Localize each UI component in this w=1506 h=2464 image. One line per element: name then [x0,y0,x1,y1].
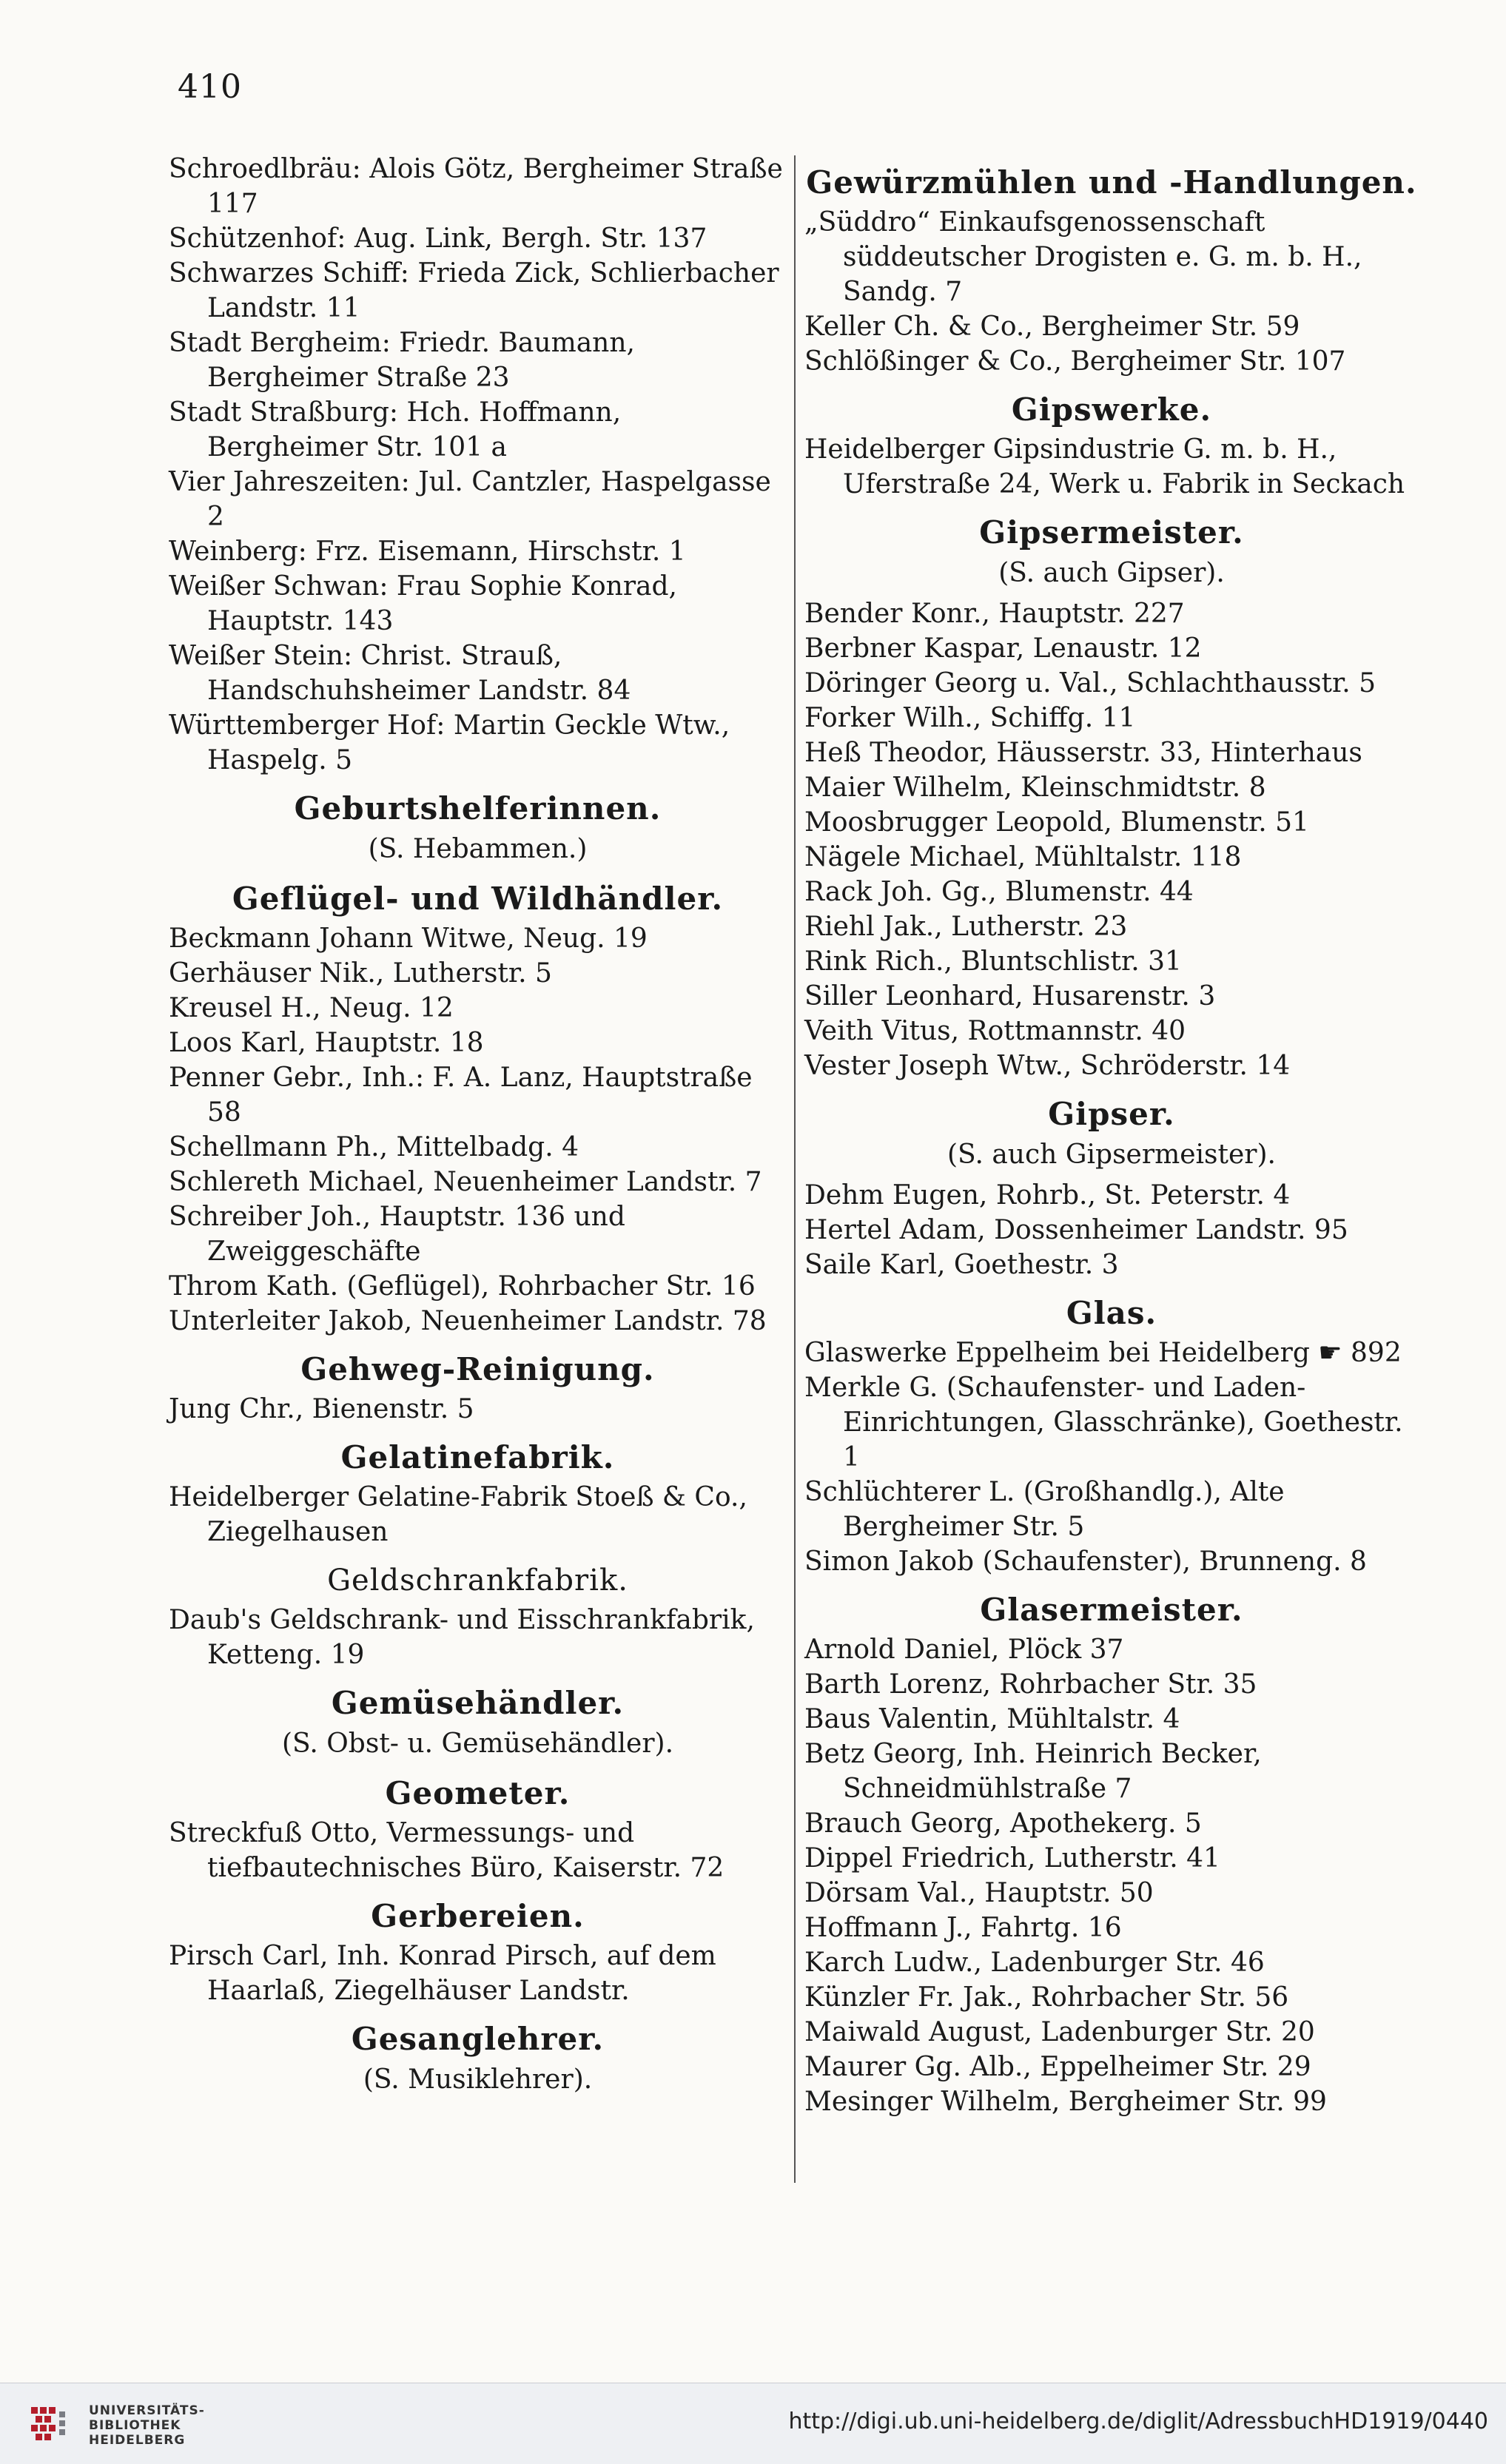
directory-entry: Bender Konr., Hauptstr. 227 [804,599,1185,629]
directory-entry: Maurer Gg. Alb., Eppelheimer Str. 29 [804,2052,1311,2082]
section-heading: Gesanglehrer. [351,2021,605,2057]
cross-reference-note: (S. Hebammen.) [368,834,588,864]
directory-entry: Loos Karl, Hauptstr. 18 [169,1028,484,1058]
directory-entry: Simon Jakob (Schaufenster), Brunneng. 8 [804,1546,1367,1577]
directory-entry: Siller Leonhard, Husarenstr. 3 [804,981,1216,1011]
directory-entry: Vier Jahreszeiten: Jul. Cantzler, Haspelgasse 2 [169,467,771,532]
directory-entry: Arnold Daniel, Plöck 37 [804,1635,1124,1665]
directory-entry: Merkle G. (Schaufenster- und Laden-Einrichtungen, Glasschränke), Goethestr. 1 [804,1373,1403,1472]
column-divider [794,155,796,2183]
directory-entry: Throm Kath. (Geflügel), Rohrbacher Str. 16 [169,1271,756,1302]
directory-entry: Rack Joh. Gg., Blumenstr. 44 [804,877,1194,907]
directory-entry: Glaswerke Eppelheim bei Heidelberg ☛ 892 [804,1338,1402,1368]
directory-entry: Gerhäuser Nik., Lutherstr. 5 [169,958,552,989]
library-name-line: UNIVERSITÄTS- [89,2403,205,2418]
directory-entry: Schlereth Michael, Neuenheimer Landstr. 7 [169,1167,762,1197]
directory-entry: Weißer Schwan: Frau Sophie Konrad, Hauptstr. 143 [169,571,677,636]
section-heading: Geflügel- und Wildhändler. [232,881,724,917]
section-heading: Gehweg-Reinigung. [300,1351,655,1387]
cross-reference-note: (S. Obst- u. Gemüsehändler). [281,1728,674,1759]
library-name-line: HEIDELBERG [89,2433,186,2448]
section-heading: Geldschrankfabrik. [327,1563,628,1598]
section-heading: Geometer. [385,1775,571,1811]
directory-entry: Dörsam Val., Hauptstr. 50 [804,1878,1154,1908]
directory-entry: Beckmann Johann Witwe, Neug. 19 [169,923,648,954]
left-column [169,152,787,2103]
directory-entry: Maiwald August, Ladenburger Str. 20 [804,2017,1315,2047]
directory-entry: Schlößinger & Co., Bergheimer Str. 107 [804,346,1346,377]
directory-entry: Karch Ludw., Ladenburger Str. 46 [804,1948,1265,1978]
directory-entry: Saile Karl, Goethestr. 3 [804,1250,1119,1280]
directory-entry: Keller Ch. & Co., Bergheimer Str. 59 [804,312,1300,342]
directory-entry: Maier Wilhelm, Kleinschmidtstr. 8 [804,772,1266,803]
directory-entry: Stadt Straßburg: Hch. Hoffmann, Bergheimer Str. 101 a [169,397,622,462]
directory-entry: Heidelberger Gipsindustrie G. m. b. H., Uferstraße 24, Werk u. Fabrik in Seckach [804,434,1405,499]
directory-entry: Heidelberger Gelatine-Fabrik Stoeß & Co., Ziegelhausen [169,1482,747,1547]
section-heading: Gipsermeister. [979,514,1244,551]
directory-entry: Penner Gebr., Inh.: F. A. Lanz, Hauptstraße 58 [169,1063,753,1128]
directory-entry: Döringer Georg u. Val., Schlachthausstr. 5 [804,668,1376,699]
directory-entry: Pirsch Carl, Inh. Konrad Pirsch, auf dem Haarlaß, Ziegelhäuser Landstr. [169,1941,716,2006]
directory-entry: Schreiber Joh., Hauptstr. 136 und Zweiggeschäfte [169,1202,625,1267]
directory-entry: Moosbrugger Leopold, Blumenstr. 51 [804,807,1309,838]
cross-reference-note: (S. Musiklehrer). [363,2064,593,2095]
directory-entry: Dehm Eugen, Rohrb., St. Peterstr. 4 [804,1180,1291,1211]
directory-entry: Riehl Jak., Lutherstr. 23 [804,912,1128,942]
directory-entry: Weißer Stein: Christ. Strauß, Handschuhsheimer Landstr. 84 [169,641,631,706]
directory-entry: Schroedlbräu: Alois Götz, Bergheimer Straße 117 [169,154,783,219]
directory-entry: Schlüchterer L. (Großhandlg.), Alte Bergheimer Str. 5 [804,1477,1285,1542]
directory-entry: Dippel Friedrich, Lutherstr. 41 [804,1843,1220,1874]
directory-entry: Vester Joseph Wtw., Schröderstr. 14 [804,1051,1291,1081]
directory-entry: Unterleiter Jakob, Neuenheimer Landstr. 78 [169,1306,767,1336]
page-number: 410 [178,68,242,106]
cross-reference-note: (S. auch Gipsermeister). [947,1140,1276,1170]
directory-entry: Hoffmann J., Fahrtg. 16 [804,1913,1122,1943]
section-heading: Glas. [1066,1295,1157,1331]
directory-entry: Forker Wilh., Schiffg. 11 [804,703,1136,733]
section-heading: Gelatinefabrik. [340,1439,615,1475]
section-heading: Gipser. [1048,1096,1175,1132]
section-heading: Gewürzmühlen und -Handlungen. [806,164,1417,201]
directory-entry: „Süddro“ Einkaufsgenossenschaft süddeutscher Drogisten e. G. m. b. H., Sandg. 7 [804,207,1362,307]
directory-entry: Berbner Kaspar, Lenaustr. 12 [804,633,1202,664]
directory-entry: Daub's Geldschrank- und Eisschrankfabrik, Ketteng. 19 [169,1605,755,1670]
directory-entry: Veith Vitus, Rottmannstr. 40 [804,1016,1186,1046]
directory-entry: Nägele Michael, Mühltalstr. 118 [804,842,1242,872]
directory-entry: Schwarzes Schiff: Frieda Zick, Schlierbacher Landstr. 11 [169,258,779,323]
directory-entry: Brauch Georg, Apothekerg. 5 [804,1808,1202,1839]
right-column [804,152,1419,2119]
directory-entry: Weinberg: Frz. Eisemann, Hirschstr. 1 [169,536,686,567]
section-heading: Geburtshelferinnen. [294,790,662,827]
directory-entry: Mesinger Wilhelm, Bergheimer Str. 99 [804,2087,1327,2117]
directory-entry: Barth Lorenz, Rohrbacher Str. 35 [804,1669,1257,1700]
university-seal-icon [30,2406,78,2446]
directory-entry: Kreusel H., Neug. 12 [169,993,454,1023]
library-logo [30,2403,205,2448]
directory-entry: Hertel Adam, Dossenheimer Landstr. 95 [804,1215,1348,1245]
directory-entry: Künzler Fr. Jak., Rohrbacher Str. 56 [804,1982,1289,2013]
directory-entry: Betz Georg, Inh. Heinrich Becker, Schneidmühlstraße 7 [804,1739,1262,1804]
directory-entry: Rink Rich., Bluntschlistr. 31 [804,946,1182,977]
section-heading: Gerbereien. [371,1898,585,1934]
section-heading: Gemüsehändler. [331,1685,625,1721]
directory-entry: Schellmann Ph., Mittelbadg. 4 [169,1132,579,1162]
section-heading: Gipswerke. [1011,391,1212,428]
cross-reference-note: (S. auch Gipser). [998,558,1225,588]
directory-entry: Baus Valentin, Mühltalstr. 4 [804,1704,1180,1734]
section-heading: Glasermeister. [980,1592,1243,1628]
directory-entry: Jung Chr., Bienenstr. 5 [169,1394,474,1424]
directory-entry: Stadt Bergheim: Friedr. Baumann, Bergheimer Straße 23 [169,328,635,393]
directory-entry: Württemberger Hof: Martin Geckle Wtw., Haspelg. 5 [169,710,730,775]
library-name-line: BIBLIOTHEK [89,2418,181,2433]
directory-entry: Streckfuß Otto, Vermessungs- und tiefbautechnisches Büro, Kaiserstr. 72 [169,1818,725,1883]
directory-entry: Schützenhof: Aug. Link, Bergh. Str. 137 [169,223,707,254]
source-url-link[interactable]: http://digi.ub.uni-heidelberg.de/diglit/AdressbuchHD1919/0440 [788,2409,1488,2434]
directory-entry: Heß Theodor, Häusserstr. 33, Hinterhaus [804,738,1362,768]
